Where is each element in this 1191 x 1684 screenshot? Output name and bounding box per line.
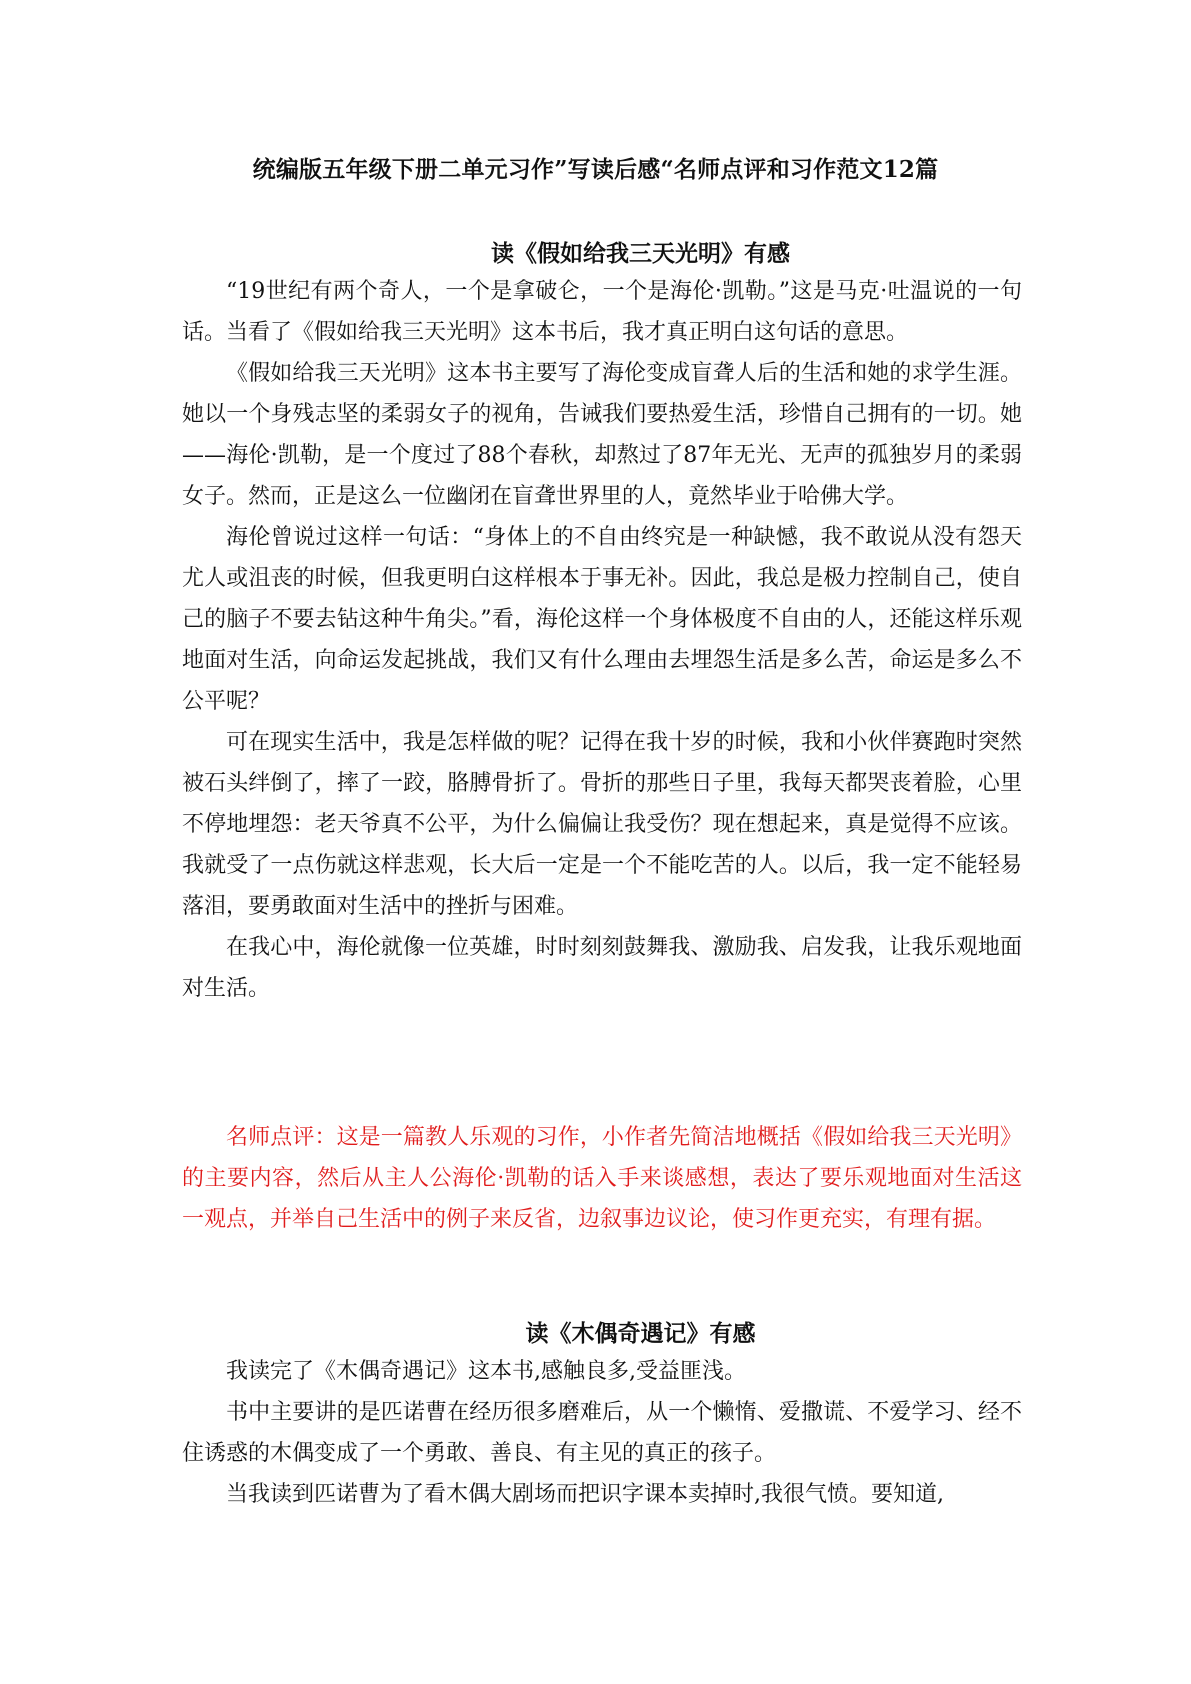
essay-title: 读《木偶奇遇记》有感 [525, 1320, 756, 1347]
paragraph: 我读完了《木偶奇遇记》这本书,感触良多,受益匪浅。 [226, 1359, 746, 1384]
essay-body [182, 271, 1022, 1009]
paragraph: 在我心中，海伦就像一位英雄，时时刻刻鼓舞我、激励我、启发我，让我乐观地面对生活。 [182, 935, 1022, 1001]
comment-paragraph: 名师点评：这是一篇教人乐观的习作，小作者先简洁地概括《假如给我三天光明》的主要内容，然后从主人公海伦·凯勒的话入手来谈感想，表达了要乐观地面对生活这一观点，并举自己生活中的例子来反省，边叙事边议论，使习作更充实，有理有据。 [182, 1125, 1022, 1232]
paragraph: 当我读到匹诺曹为了看木偶大剧场而把识字课本卖掉时,我很气愤。要知道, [226, 1482, 944, 1507]
paragraph: 《假如给我三天光明》这本书主要写了海伦变成盲聋人后的生活和她的求学生涯。她以一个身残志坚的柔弱女子的视角，告诫我们要热爱生活，珍惜自己拥有的一切。她——海伦·凯勒，是一个度过了88个春秋，却熬过了87年无光、无声的孤独岁月的柔弱女子。然而，正是这么一位幽闭在盲聋世界里的人，竟然毕业于哈佛大学。 [182, 361, 1022, 509]
paragraph: 可在现实生活中，我是怎样做的呢？记得在我十岁的时候，我和小伙伴赛跑时突然被石头绊倒了，摔了一跤，胳膊骨折了。骨折的那些日子里，我每天都哭丧着脸，心里不停地埋怨：老天爷真不公平，为什么偏偏让我受伤？现在想起来，真是觉得不应该。我就受了一点伤就这样悲观，长大后一定是一个不能吃苦的人。以后，我一定不能轻易落泪，要勇敢面对生活中的挫折与困难。 [182, 730, 1022, 919]
paragraph: 书中主要讲的是匹诺曹在经历很多磨难后，从一个懒惰、爱撒谎、不爱学习、经不住诱惑的木偶变成了一个勇敢、善良、有主见的真正的孩子。 [182, 1400, 1022, 1466]
paragraph: 海伦曾说过这样一句话：“身体上的不自由终究是一种缺憾，我不敢说从没有怨天尤人或沮丧的时候，但我更明白这样根本于事无补。因此，我总是极力控制自己，使自己的脑子不要去钻这种牛角尖。”看，海伦这样一个身体极度不自由的人，还能这样乐观地面对生活，向命运发起挑战，我们又有什么理由去埋怨生活是多么苦，命运是多么不公平呢？ [182, 525, 1022, 714]
teacher-comment [182, 1117, 1022, 1240]
paragraph: “19世纪有两个奇人，一个是拿破仑，一个是海伦·凯勒。”这是马克·吐温说的一句话。当看了《假如给我三天光明》这本书后，我才真正明白这句话的意思。 [182, 279, 1022, 345]
essay-body [182, 1351, 1022, 1515]
essay-title: 读《假如给我三天光明》有感 [491, 240, 790, 267]
document-title: 统编版五年级下册二单元习作”写读后感“名师点评和习作范文12篇 [252, 156, 939, 183]
